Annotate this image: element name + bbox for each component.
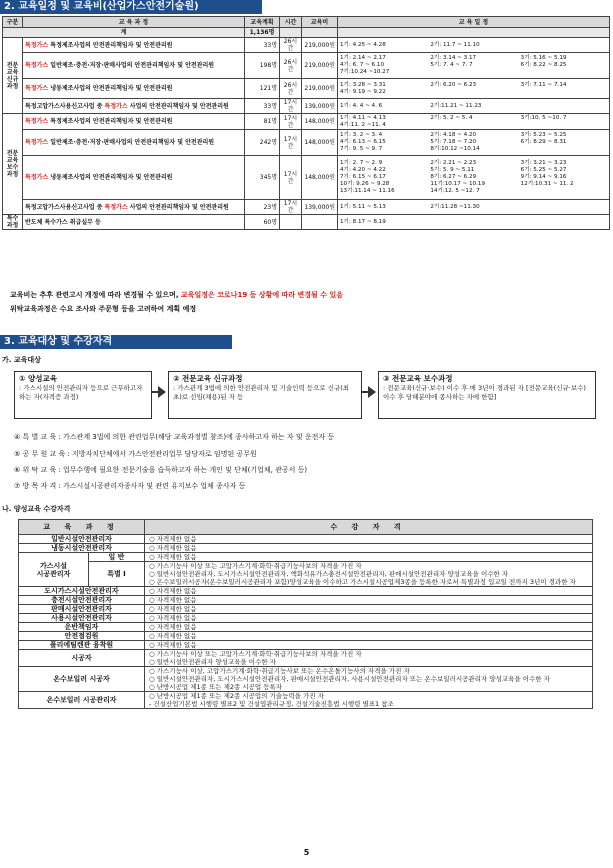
qual-condition: ○ 자격제한 없음 (145, 641, 593, 650)
note-schedule-change: 교육일정은 코로나19 등 상황에 따라 변경될 수 있음 (180, 291, 343, 299)
qual-condition: ○ 자격제한 없음 (145, 614, 593, 623)
qual-condition: ○ 자격제한 없음 (145, 553, 593, 562)
schedule-fee: 148,000원 (302, 156, 338, 200)
course-gas-type: 특정가스 (104, 102, 128, 110)
schedule-fee: 219,000원 (302, 79, 338, 99)
schedule-dates (338, 114, 610, 130)
schedule-table (2, 16, 610, 230)
schedule-date-column: 2기: 3.14 ~ 3.17 5기: 7. 4 ~ 7. 7 (430, 55, 477, 68)
schedule-fee: 139,000원 (302, 200, 338, 215)
header-plan: 교육계획 (245, 17, 280, 28)
box-body: : 가스시설의 안전관리자 등으로 근무하고자 하는 자(자격증 과정) (19, 384, 143, 401)
schedule-hours: 17시간 (280, 114, 302, 130)
qualification-table (18, 519, 593, 709)
schedule-row (3, 38, 610, 53)
schedule-fee: 139,000원 (302, 99, 338, 114)
schedule-row (3, 200, 610, 215)
course-gas-type: 특정가스 (25, 41, 49, 49)
qual-subcourse: 일 반 (89, 553, 145, 562)
schedule-date-column: 2기: 6.20 ~ 6.23 (430, 81, 477, 88)
schedule-hours: 17시간 (280, 200, 302, 215)
qual-course-name: 운반책임자 (19, 623, 145, 632)
qual-row (19, 544, 593, 553)
box-title: ② 전문교육 신규과정 (173, 374, 243, 383)
qual-condition: ○ 자격제한 없음 (145, 535, 593, 544)
qual-condition: ○ 가스기능사 이상 또는 고압가스기계·화학·취급기능사보의 자격을 가진 자 ○ 일반시설안전관리자 양성교육을 이수한 자 (145, 650, 593, 667)
header-schedule: 교 육 일 정 (338, 17, 610, 28)
qual-course-name: 충전시설안전관리자 (19, 596, 145, 605)
schedule-course (23, 200, 245, 215)
course-suffix: 특정제조사업의 안전관리책임자 및 안전관리원 (48, 118, 173, 125)
box-new-course (168, 371, 362, 419)
qual-course-name: 폴리에틸렌관 융착원 (19, 641, 145, 650)
schedule-plan: 60명 (245, 215, 280, 230)
schedule-group: 전문교육 신규과정 (3, 38, 23, 114)
schedule-fee: 219,000원 (302, 38, 338, 53)
schedule-date-column: 1기: 2. 7 ~ 2. 9 4기: 4.20 ~ 4.22 7기: 6.15 ~ 6.17 10기: 9.26 ~ 9.28 13기:11.14 ~ 11.16 (340, 160, 395, 194)
schedule-date-column: 1기: 5.11 ~ 5.13 (340, 203, 386, 210)
schedule-date-column: 3기: 3.21 ~ 3.23 6기: 5.25 ~ 5.27 9기: 9.14 ~ 9.16 12기:10.31 ~ 11. 2 (520, 160, 574, 187)
schedule-fee: 148,000원 (302, 114, 338, 130)
schedule-hours: 26시간 (280, 38, 302, 53)
qual-row (19, 667, 593, 692)
box-training-course (14, 371, 152, 419)
schedule-course (23, 114, 245, 130)
qual-condition: ○ 가스기능사 이상 또는 고압가스기계·화학·취급기능사보의 자격을 가진 자 ○ 일반시설안전관리자, 도시가스시설안전관리자, 액화석유가스충전시설안전관리자, 판매시설안전관리자 양성교육을 이수한 자 ○ 온수보일러시공자(온수보일러시공관리자 포함)양성교육을 이수하고 가스시설시공업제3종을 등록한 자로서 특별과정 입교일 전까지 3년이 경과한 자 (145, 562, 593, 587)
course-suffix: 냉동제조사업의 안전관리책임자 및 안전관리원 (48, 85, 173, 92)
qual-condition: ○ 가스기능사 이상, 고압가스기계·화학·취급기능사보 또는 온수온돌기능사의 자격을 가진 자 ○ 일반시설안전관리자, 도시가스시설안전관리자, 판매시설안전관리자, 사용시설안전관리자 또는 온수보일러시공관리자 양성교육을 이수한 자 ○ 난방시공업 제1종 또는 제2종 시공업 등록자 (145, 667, 593, 692)
schedule-date-column: 2기: 11.7 ~ 11.10 (430, 41, 480, 48)
qual-row (19, 650, 593, 667)
schedule-plan: 33명 (245, 99, 280, 114)
schedule-course (23, 38, 245, 53)
qual-condition: ○ 자격제한 없음 (145, 587, 593, 596)
schedule-date-column: 2기: 2.21 ~ 2.23 5기: 5. 9 ~ 5.11 8기: 6.27 ~ 6.29 11기:10.17 ~ 10.19 14기:12. 5 ~12. 7 (430, 160, 486, 194)
course-suffix: 사업의 안전관리책임자 및 안전관리원 (127, 203, 229, 211)
subheading-qualification: 나. 양성교육 수강자격 (2, 505, 71, 513)
schedule-dates (338, 215, 610, 230)
qual-row (19, 614, 593, 623)
schedule-plan: 121명 (245, 79, 280, 99)
schedule-date-column (521, 42, 607, 49)
schedule-dates (338, 99, 610, 114)
qual-row (19, 692, 593, 709)
qual-condition: ○ 자격제한 없음 (145, 544, 593, 553)
list-item-consign: ⑥ 위 탁 교 육 : 업무수행에 필요한 전문기술을 습득하고자 하는 개인 및 단체(기업체, 관공서 등) (14, 466, 308, 474)
schedule-row (3, 53, 610, 79)
course-gas-type: 특정가스 (25, 118, 49, 125)
note-line-1 (10, 290, 343, 301)
note-fee: 교육비는 추후 관련고시 개정에 따라 변경될 수 있으며, (10, 291, 181, 299)
qual-row (19, 623, 593, 632)
qual-row (19, 553, 593, 562)
schedule-dates (338, 79, 610, 99)
qual-condition: ○ 자격제한 없음 (145, 623, 593, 632)
qual-course-name: 냉동시설안전관리자 (19, 544, 145, 553)
qual-condition: ○ 자격제한 없음 (145, 632, 593, 641)
list-item-official: ⑤ 공 무 원 교 육 : 지방자치단체에서 가스안전관리업무 담당자로 임명된 공무원 (14, 450, 257, 458)
course-gas-type: 특정가스 (25, 62, 49, 69)
qual-course-name: 안전점검원 (19, 632, 145, 641)
schedule-date-column (521, 204, 607, 211)
schedule-course (23, 156, 245, 200)
qual-header-qualification: 수 강 자 격 (145, 520, 593, 535)
note-line-2: 위탁교육과정은 수요 조사와 주문형 등을 고려하여 계획 예정 (10, 305, 197, 313)
course-gas-type: 특정가스 (25, 174, 49, 181)
schedule-group: 특수과정 (3, 215, 23, 230)
qual-subcourse: 특별 I (89, 562, 145, 587)
course-suffix: 일반제조·충전·저장·판매사업의 안전관리책임자 및 안전관리원 (48, 139, 215, 146)
schedule-date-column: 3기: 5.16 ~ 5.19 6기: 8.22 ~ 8.25 (520, 55, 567, 68)
total-value: 1,136명 (245, 28, 280, 38)
schedule-hours: 26시간 (280, 79, 302, 99)
box-title: ③ 전문교육 보수과정 (383, 374, 453, 383)
schedule-date-column (430, 219, 516, 226)
section2-title: 2. 교육일정 및 교육비(산업가스안전기술원) (0, 0, 262, 14)
schedule-header-row (3, 17, 610, 28)
schedule-dates (338, 38, 610, 53)
qual-condition: ○ 난방시공업 제1종 또는 제2종 시공업의 기술능력을 가진 자 - 건설산업기본법 시행령 별표2 및 건설엽관리규정, 건설기술진흥법 시행령 별표1 참조 (145, 692, 593, 709)
list-item-special: ④ 특 별 교 육 : 가스관계 3법에 의한 관련업무(해당 교육과정별 참조)에 종사하고자 하는 자 및 운전자 등 (14, 433, 335, 441)
arrow-right-icon (158, 386, 166, 398)
course-suffix: 특정제조사업의 안전관리책임자 및 안전관리원 (48, 41, 173, 49)
course-gas-type: 특정가스 (25, 85, 49, 92)
section3-title: 3. 교육대상 및 수강자격 (0, 335, 232, 349)
schedule-course (23, 215, 245, 230)
schedule-fee: 219,000원 (302, 53, 338, 79)
schedule-dates (338, 130, 610, 156)
course-prefix: 특정고압가스사용신고사업 중 (25, 203, 105, 211)
schedule-fee (302, 215, 338, 230)
course-suffix: 일반제조·충전·저장·판매사업의 안전관리책임자 및 안전관리원 (48, 62, 215, 69)
subheading-targets: 가. 교육대상 (2, 356, 41, 364)
schedule-group: 전문교육 보수과정 (3, 114, 23, 215)
qual-course-name: 일반시설안전관리자 (19, 535, 145, 544)
qual-course-name: 사용시설안전관리자 (19, 614, 145, 623)
schedule-date-column: 1기: 4.25 ~ 4.28 (340, 41, 386, 48)
arrow-right-icon (368, 386, 376, 398)
qual-condition: ○ 자격제한 없음 (145, 596, 593, 605)
schedule-hours: 17시간 (280, 156, 302, 200)
qual-row (19, 641, 593, 650)
schedule-hours (280, 215, 302, 230)
qual-header-course: 교 육 과 정 (19, 520, 145, 535)
schedule-dates (338, 200, 610, 215)
schedule-plan: 33명 (245, 38, 280, 53)
schedule-date-column: 1기: 8.17 ~ 8.19 (340, 218, 386, 225)
page-number: 5 (303, 848, 310, 857)
qual-row (19, 587, 593, 596)
qual-course-name: 가스시설 시공관리자 (19, 553, 89, 587)
course-prefix: 특정고압가스사용신고사업 중 (25, 102, 105, 110)
qual-course-name: 온수보일러 시공관리자 (19, 692, 145, 709)
box-body: : 전문교육(신규·보수) 이수 후 매 3년이 경과된 자 [전문교육(신규·보수) 이수 후 당해분야에 종사하는 자에 한함] (383, 384, 586, 401)
schedule-dates (338, 53, 610, 79)
header-fee: 교육비 (302, 17, 338, 28)
total-label: 계 (3, 28, 245, 38)
schedule-hours: 26시간 (280, 53, 302, 79)
header-course: 교 육 과 정 (23, 17, 245, 28)
course-gas-type: 특정가스 (25, 139, 49, 146)
schedule-date-column: 1기: 3. 2 ~ 3. 4 4기: 6.13 ~ 6.15 7기: 9. 5 ~ 9. 7 (340, 132, 386, 152)
schedule-date-column: 3기: 7.11 ~ 7.14 (520, 81, 567, 88)
qual-course-name: 온수보일러 시공자 (19, 667, 145, 692)
schedule-hours: 17시간 (280, 99, 302, 114)
schedule-date-column: 2기: 4.18 ~ 4.20 5기: 7.18 ~ 7.20 8기:10.12 ~10.14 (430, 132, 480, 152)
schedule-row (3, 130, 610, 156)
schedule-course (23, 130, 245, 156)
list-item-visit: ⑦ 방 목 자 격 : 가스시설시공관리자종사자 및 관련 유지보수 업체 종사자 등 (14, 482, 246, 490)
course-prefix: 반도체 특수가스 취급실무 등 (25, 218, 101, 226)
schedule-date-column: 3기:10. 5 ~10. 7 (520, 114, 567, 121)
schedule-plan: 81명 (245, 114, 280, 130)
schedule-plan: 242명 (245, 130, 280, 156)
box-refresh-course (378, 371, 596, 419)
header-category: 구분 (3, 17, 23, 28)
schedule-date-column: 1기: 4.11 ~ 4.13 4기:11. 2 ~11. 4 (340, 114, 386, 128)
qual-row (19, 535, 593, 544)
schedule-date-column: 3기: 5.23 ~ 5.25 6기: 8.29 ~ 8.31 (520, 132, 567, 145)
schedule-row (3, 156, 610, 200)
schedule-dates (338, 156, 610, 200)
qual-row (19, 605, 593, 614)
schedule-date-column (521, 219, 607, 226)
schedule-row (3, 79, 610, 99)
schedule-date-column: 1기: 2.14 ~ 2.17 4기: 6. 7 ~ 6.10 7기:10.24 ~10.27 (340, 55, 390, 75)
qual-row (19, 632, 593, 641)
schedule-plan: 198명 (245, 53, 280, 79)
header-hours: 시간 (280, 17, 302, 28)
schedule-course (23, 99, 245, 114)
course-suffix: 냉동제조사업의 안전관리책임자 및 안전관리원 (48, 174, 173, 181)
total-row (3, 28, 610, 38)
course-gas-type: 특정가스 (104, 203, 128, 211)
schedule-date-column: 1기: 4. 4 ~ 4. 6 (340, 102, 383, 109)
schedule-course (23, 79, 245, 99)
schedule-date-column: 2기:11.28 ~11.30 (430, 203, 480, 210)
schedule-plan: 345명 (245, 156, 280, 200)
qual-header-row (19, 520, 593, 535)
qual-course-name: 시공자 (19, 650, 145, 667)
qual-row (19, 596, 593, 605)
schedule-plan: 23명 (245, 200, 280, 215)
schedule-date-column: 2기:11.21 ~ 11.23 (430, 102, 482, 109)
qual-condition: ○ 자격제한 없음 (145, 605, 593, 614)
course-suffix: 사업의 안전관리책임자 및 안전관리원 (127, 102, 229, 110)
box-body: : 가스관계 3법에 의한 안전관리자 및 기술인력 등으로 신규(최초)로 선임(채용)된 자 등 (173, 384, 350, 401)
qual-course-name: 판매시설안전관리자 (19, 605, 145, 614)
schedule-fee: 148,000원 (302, 130, 338, 156)
schedule-date-column (521, 103, 607, 110)
schedule-course (23, 53, 245, 79)
schedule-date-column: 2기: 5. 2 ~ 5. 4 (430, 114, 473, 121)
qual-course-name: 도시가스시설안전관리자 (19, 587, 145, 596)
schedule-row (3, 114, 610, 130)
qual-row (19, 562, 593, 587)
schedule-row (3, 99, 610, 114)
schedule-hours: 17시간 (280, 130, 302, 156)
schedule-row (3, 215, 610, 230)
schedule-date-column: 1기: 3.28 ~ 3.31 4기: 9.19 ~ 9.22 (340, 81, 386, 95)
box-title: ① 양성교육 (19, 374, 57, 383)
